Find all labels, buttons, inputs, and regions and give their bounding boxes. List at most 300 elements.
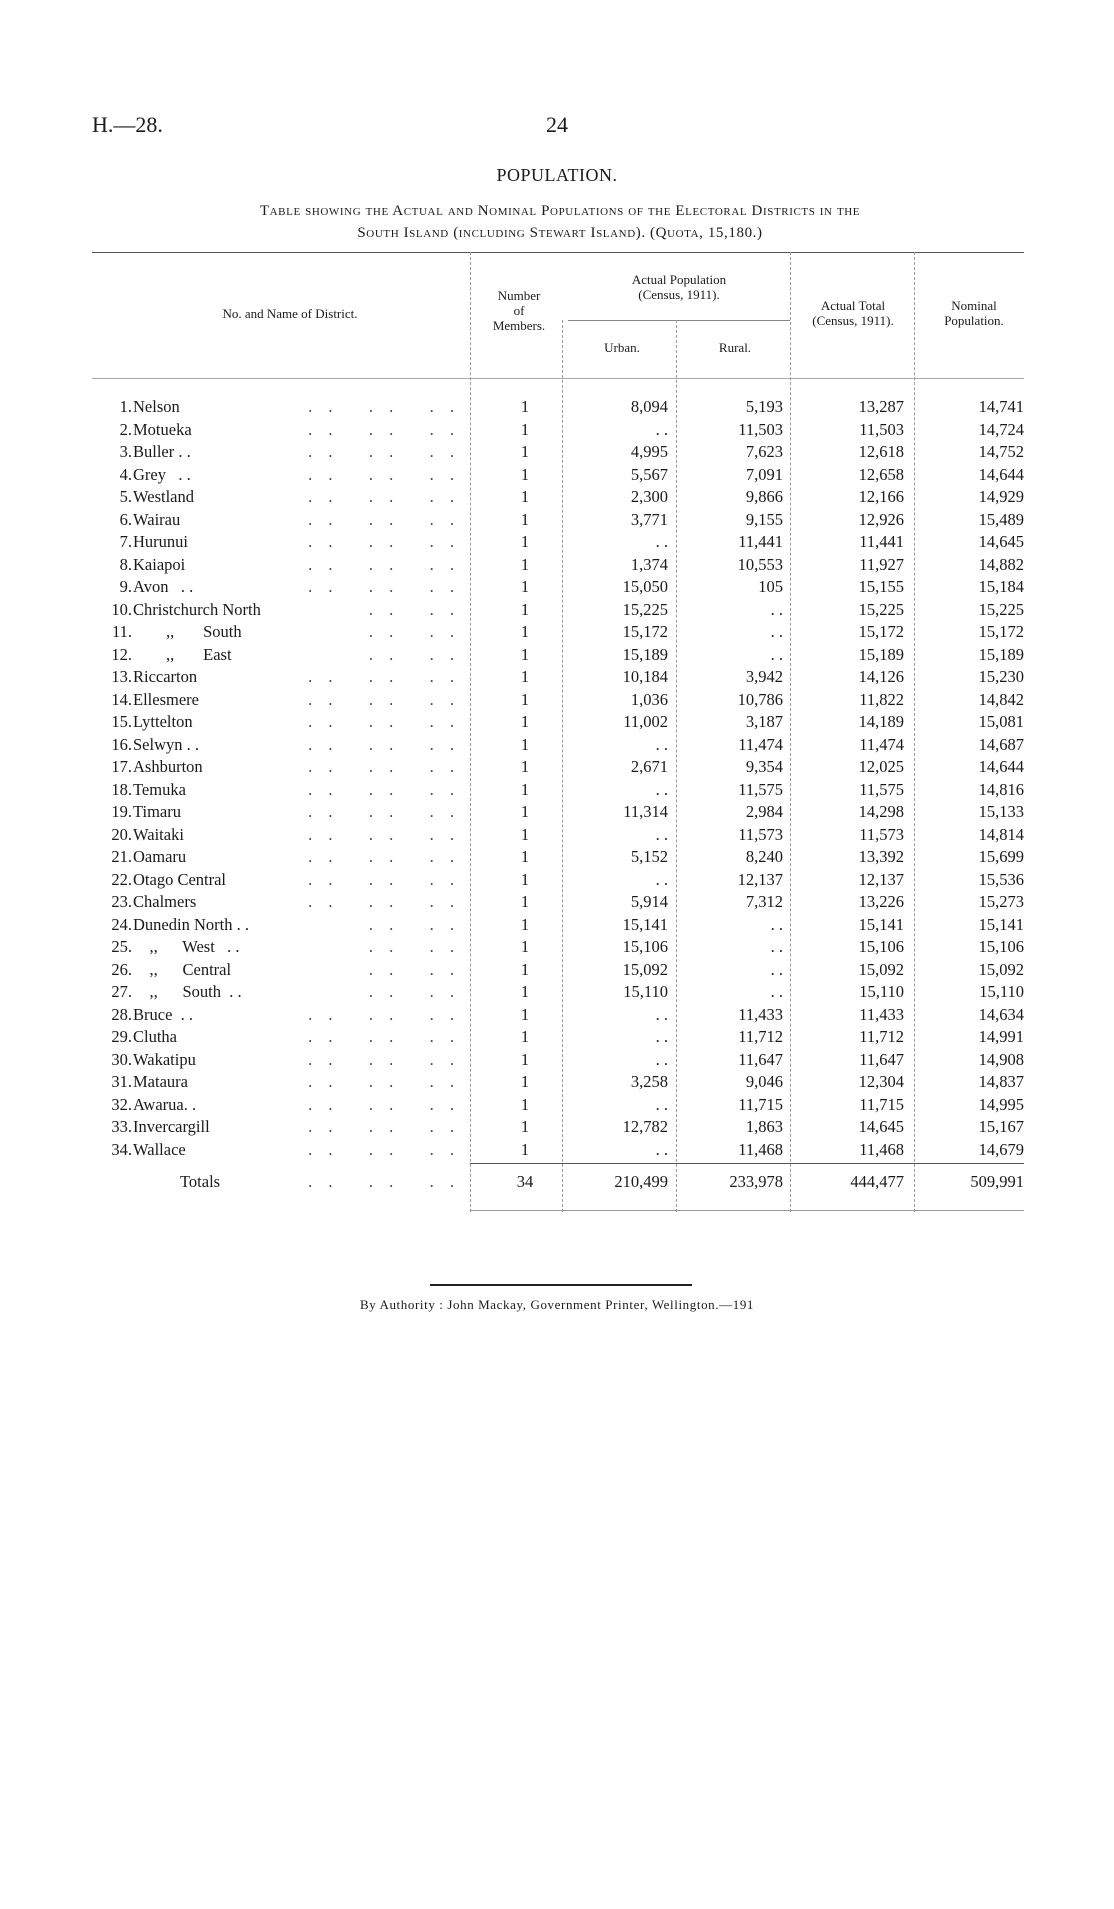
nominal-cell: 15,230 [978, 667, 1024, 686]
leader-dots: . . . . . . [308, 1049, 460, 1069]
district-name: Hurunui [133, 532, 188, 551]
subtitle-line-2: South Island (including Stewart Island). (Quota, 15,180.) [357, 225, 763, 241]
members-cell: 1 [520, 937, 530, 956]
members-cell: 1 [520, 577, 530, 596]
nominal-cell: 14,842 [978, 689, 1024, 709]
actual-total-cell: 12,025 [858, 757, 904, 776]
district-number: 32. [111, 1094, 132, 1114]
actual-total-cell: 15,092 [858, 959, 904, 979]
rural-cell: 3,187 [745, 712, 783, 731]
district-name: Christchurch North [133, 599, 261, 619]
leader-dots: . . . . [368, 622, 460, 641]
table-row [0, 869, 1114, 891]
district-name: Ellesmere [133, 689, 199, 709]
actual-total-cell: 15,106 [858, 937, 904, 956]
district-number: 14. [111, 689, 132, 709]
table-row [0, 441, 1114, 463]
members-cell: 1 [520, 1049, 530, 1069]
actual-total-cell: 11,503 [859, 419, 904, 439]
district-name: Bruce . . [133, 1004, 194, 1024]
actual-total-cell: 11,573 [859, 824, 904, 844]
actual-total-cell: 11,441 [859, 532, 904, 551]
leader-dots: . . . . . . [308, 667, 460, 686]
table-row [0, 509, 1114, 531]
leader-dots: . . . . . . [308, 1139, 460, 1159]
urban-cell: 15,172 [622, 622, 668, 641]
leader-dots: . . . . . . [308, 824, 460, 844]
nominal-population-column-header [918, 298, 1030, 328]
leader-dots: . . . . . . [308, 509, 460, 529]
district-number: 23. [111, 892, 132, 911]
leader-dots: . . . . . . [308, 554, 460, 574]
leader-dots: . . . . . . [308, 892, 460, 911]
footer-rule [430, 1284, 692, 1286]
district-number: 21. [111, 847, 132, 866]
rural-cell: 1,863 [745, 1117, 783, 1136]
totals-top-rule [470, 1163, 1024, 1164]
nominal-cell: 14,995 [978, 1094, 1024, 1114]
table-row [0, 576, 1114, 598]
rural-cell: 105 [758, 577, 783, 596]
actual-total-cell: 14,645 [858, 1117, 904, 1136]
district-name: ,, South [133, 622, 242, 641]
members-cell: 1 [520, 712, 530, 731]
district-name: Nelson [133, 397, 180, 416]
district-name: Dunedin North . . [133, 914, 249, 934]
district-name: Motueka [133, 419, 192, 439]
table-row [0, 1049, 1114, 1071]
table-row [0, 644, 1114, 666]
district-number: 10. [111, 599, 132, 619]
leader-dots: . . . . . . [308, 847, 460, 866]
district-name: Mataura [133, 1072, 188, 1091]
rural-cell: . . [770, 644, 783, 664]
district-name: Avon . . [133, 577, 194, 596]
district-name: ,, South . . [133, 982, 242, 1001]
district-number: 29. [111, 1027, 132, 1046]
members-cell: 1 [520, 959, 530, 979]
leader-dots: . . . . [368, 982, 460, 1001]
district-number: 16. [111, 734, 132, 754]
rural-cell: 11,503 [738, 419, 783, 439]
table-row [0, 419, 1114, 441]
district-name: Otago Central [133, 869, 227, 889]
nominal-cell: 14,679 [978, 1139, 1024, 1159]
nominal-cell: 14,687 [978, 734, 1024, 754]
actual-total-cell: 13,392 [858, 847, 904, 866]
members-cell: 1 [520, 982, 530, 1001]
members-cell: 1 [520, 397, 530, 416]
urban-cell: 15,189 [622, 644, 668, 664]
members-cell: 1 [520, 892, 530, 911]
table-row [0, 959, 1114, 981]
urban-cell: 5,914 [630, 892, 668, 911]
members-cell: 1 [520, 802, 530, 821]
urban-cell: . . [655, 1094, 668, 1114]
leader-dots: . . . . . . [308, 1094, 460, 1114]
rural-cell: 9,354 [745, 757, 783, 776]
urban-cell: 15,050 [622, 577, 668, 596]
members-cell: 1 [520, 509, 530, 529]
table-row [0, 981, 1114, 1003]
actual-total-cell: 13,226 [858, 892, 904, 911]
rural-cell: 10,786 [737, 689, 783, 709]
members-cell: 1 [520, 599, 530, 619]
district-name: Buller . . [133, 442, 191, 461]
actual-total-cell: 12,137 [858, 869, 904, 889]
actual-total-cell: 11,927 [859, 554, 904, 574]
leader-dots: . . . . . . [308, 1072, 460, 1091]
nominal-cell: 14,929 [978, 487, 1024, 506]
district-name: Invercargill [133, 1117, 210, 1136]
actual-total-cell: 15,225 [858, 599, 904, 619]
nominal-cell: 15,225 [978, 599, 1024, 619]
members-cell: 1 [520, 869, 530, 889]
table-row [0, 734, 1114, 756]
rural-cell: . . [770, 622, 783, 641]
urban-cell: . . [655, 869, 668, 889]
actual-total-cell: 14,189 [858, 712, 904, 731]
table-row [0, 396, 1114, 418]
actual-total-cell: 11,715 [859, 1094, 904, 1114]
district-number: 11. [111, 622, 132, 641]
district-number: 31. [111, 1072, 132, 1091]
nominal-cell: 15,489 [978, 509, 1024, 529]
district-name: Clutha [133, 1027, 177, 1046]
actual-total-cell: 15,141 [858, 914, 904, 934]
actual-total-cell: 11,647 [859, 1049, 904, 1069]
nominal-cell: 14,644 [978, 464, 1024, 484]
totals-members: 34 [516, 1172, 534, 1191]
district-number: 28. [111, 1004, 132, 1024]
district-name: Wairau [133, 509, 181, 529]
district-name: ,, Central [133, 959, 232, 979]
rural-cell: 7,091 [745, 464, 783, 484]
table-row [0, 914, 1114, 936]
table-row [0, 464, 1114, 486]
leader-dots: . . . . . . [308, 464, 460, 484]
actual-total-cell: 11,575 [859, 779, 904, 799]
district-number: 30. [111, 1049, 132, 1069]
members-cell: 1 [520, 1117, 530, 1136]
district-number: 33. [111, 1117, 132, 1136]
leader-dots: . . . . [368, 599, 460, 619]
nominal-cell: 14,634 [978, 1004, 1024, 1024]
urban-column-header: Urban. [604, 340, 640, 355]
nominal-cell: 15,081 [978, 712, 1024, 731]
district-name: Awarua. . [133, 1094, 197, 1114]
members-cell: 1 [520, 667, 530, 686]
district-number: 3. [119, 442, 132, 461]
rural-cell: 11,712 [738, 1027, 783, 1046]
leader-dots: . . . . [368, 644, 460, 664]
nominal-cell: 14,837 [978, 1072, 1024, 1091]
members-cell: 1 [520, 532, 530, 551]
table-row [0, 689, 1114, 711]
district-number: 2. [119, 419, 132, 439]
urban-cell: 1,374 [630, 554, 668, 574]
table-row [0, 666, 1114, 688]
leader-dots: . . . . . . [308, 577, 460, 596]
urban-cell: 11,002 [623, 712, 668, 731]
nominal-cell: 14,814 [978, 824, 1024, 844]
nominal-cell: 14,645 [978, 532, 1024, 551]
urban-cell: . . [655, 1004, 668, 1024]
nominal-cell: 15,167 [978, 1117, 1024, 1136]
district-name: Waitaki [133, 824, 184, 844]
rural-cell: 11,573 [738, 824, 783, 844]
leader-dots: . . . . [368, 937, 460, 956]
actual-total-cell: 11,474 [859, 734, 904, 754]
urban-cell: . . [655, 779, 668, 799]
nominal-cell: 15,133 [978, 802, 1024, 821]
district-name: Wakatipu [133, 1049, 196, 1069]
leader-dots: . . . . . . [308, 802, 460, 821]
printer-footer: By Authority : John Mackay, Government Printer, Wellington.—191 [359, 1297, 755, 1312]
nominal-cell: 15,273 [978, 892, 1024, 911]
urban-cell: 4,995 [630, 442, 668, 461]
leader-dots: . . . . . . [308, 442, 460, 461]
urban-cell: 12,782 [622, 1117, 668, 1136]
page-code: H.—28. [92, 112, 163, 137]
rural-cell: 11,468 [738, 1139, 783, 1159]
leader-dots: . . . . . . [308, 689, 460, 709]
district-number: 26. [111, 959, 132, 979]
members-cell: 1 [520, 464, 530, 484]
table-row [0, 846, 1114, 868]
nominal-cell: 14,741 [978, 397, 1024, 416]
table-bottom-rule [470, 1210, 1024, 1211]
rural-cell: 9,155 [745, 509, 783, 529]
total-header-line-1: Actual Total [820, 298, 886, 313]
actual-total-cell: 13,287 [858, 397, 904, 416]
rural-cell: 11,433 [738, 1004, 783, 1024]
members-cell: 1 [520, 824, 530, 844]
nominal-header-line-1: Nominal [951, 298, 997, 313]
table-row [0, 1139, 1114, 1161]
rural-cell: 11,575 [738, 779, 783, 799]
urban-cell: 8,094 [630, 397, 668, 416]
rural-cell: 3,942 [745, 667, 783, 686]
members-cell: 1 [520, 419, 530, 439]
actual-total-cell: 12,658 [858, 464, 904, 484]
nominal-cell: 15,106 [978, 937, 1024, 956]
table-row [0, 711, 1114, 733]
district-name: Riccarton [133, 667, 198, 686]
district-number: 13. [111, 667, 132, 686]
leader-dots: . . . . . . [308, 487, 460, 506]
rural-cell: 7,312 [745, 892, 783, 911]
nominal-cell: 14,991 [978, 1027, 1024, 1046]
district-number: 25. [111, 937, 132, 956]
nominal-cell: 14,908 [978, 1049, 1024, 1069]
urban-cell: 15,141 [622, 914, 668, 934]
district-number: 15. [111, 712, 132, 731]
nominal-cell: 14,816 [978, 779, 1024, 799]
rural-cell: 10,553 [737, 554, 783, 574]
table-subtitle [90, 200, 1030, 244]
district-number: 17. [111, 757, 132, 776]
leader-dots: . . . . [368, 959, 460, 979]
totals-actual-total: 444,477 [850, 1172, 904, 1191]
nominal-cell: 15,172 [978, 622, 1024, 641]
district-column-header: No. and Name of District. [222, 306, 358, 321]
members-cell: 1 [520, 734, 530, 754]
members-cell: 1 [520, 554, 530, 574]
table-row [0, 531, 1114, 553]
leader-dots: . . . . . . [308, 869, 460, 889]
header-bottom-rule [92, 378, 1024, 379]
table-row [0, 599, 1114, 621]
actual-total-cell: 12,304 [858, 1072, 904, 1091]
district-name: ,, West . . [133, 937, 240, 956]
table-row [0, 801, 1114, 823]
nominal-cell: 15,141 [978, 914, 1024, 934]
members-cell: 1 [520, 644, 530, 664]
members-cell: 1 [520, 1094, 530, 1114]
table-row [0, 486, 1114, 508]
nominal-cell: 15,092 [978, 959, 1024, 979]
urban-cell: 2,671 [630, 757, 668, 776]
table-row [0, 1026, 1114, 1048]
members-cell: 1 [520, 914, 530, 934]
rural-cell: 9,046 [745, 1072, 783, 1091]
urban-cell: . . [655, 1049, 668, 1069]
members-cell: 1 [520, 1139, 530, 1159]
leader-dots: . . . . . . [308, 1004, 460, 1024]
members-cell: 1 [520, 1027, 530, 1046]
totals-rural: 233,978 [729, 1172, 783, 1191]
totals-nominal: 509,991 [970, 1172, 1024, 1191]
leader-dots: . . . . [368, 914, 460, 934]
leader-dots: . . . . . . [308, 757, 460, 776]
nominal-cell: 14,882 [978, 554, 1024, 574]
district-name: Ashburton [133, 757, 203, 776]
actual-total-cell: 15,189 [858, 644, 904, 664]
district-name: Oamaru [133, 847, 187, 866]
actual-total-cell: 15,155 [858, 577, 904, 596]
members-cell: 1 [520, 487, 530, 506]
rural-cell: . . [770, 599, 783, 619]
members-header-line-1: Number [497, 288, 541, 303]
table-row [0, 1116, 1114, 1138]
district-number: 8. [119, 554, 132, 574]
district-number: 19. [111, 802, 132, 821]
table-row [0, 756, 1114, 778]
nominal-cell: 14,752 [978, 442, 1024, 461]
leader-dots: . . . . . . [308, 734, 460, 754]
leader-dots: . . . . . . [308, 1027, 460, 1046]
rural-cell: 7,623 [745, 442, 783, 461]
district-name: Wallace [133, 1139, 186, 1159]
urban-cell: . . [655, 532, 668, 551]
district-number: 24. [111, 914, 132, 934]
members-header-line-2: of [513, 303, 525, 318]
district-name: Chalmers [133, 892, 197, 911]
totals-label: Totals [180, 1172, 221, 1191]
table-row [0, 621, 1114, 643]
nominal-header-line-2: Population. [944, 313, 1004, 328]
urban-cell: 5,152 [630, 847, 668, 866]
members-cell: 1 [520, 689, 530, 709]
urban-cell: . . [655, 1027, 668, 1046]
table-row [0, 1094, 1114, 1116]
actual-total-cell: 15,172 [858, 622, 904, 641]
members-column-header [476, 288, 562, 333]
members-cell: 1 [520, 779, 530, 799]
members-cell: 1 [520, 1072, 530, 1091]
leader-dots: . . . . . . [308, 397, 460, 416]
urban-cell: 10,184 [622, 667, 668, 686]
urban-cell: 15,225 [622, 599, 668, 619]
rural-cell: 9,866 [745, 487, 783, 506]
rural-cell: . . [770, 914, 783, 934]
nominal-cell: 15,110 [979, 982, 1024, 1001]
total-header-line-2: (Census, 1911). [812, 313, 894, 328]
page-number: 24 [546, 112, 568, 137]
table-row [0, 1004, 1114, 1026]
rural-cell: 11,715 [738, 1094, 783, 1114]
urban-cell: 15,092 [622, 959, 668, 979]
rural-cell: . . [770, 982, 783, 1001]
page-heading: POPULATION. [496, 165, 618, 185]
members-header-line-3: Members. [492, 318, 546, 333]
district-number: 5. [119, 487, 132, 506]
rural-column-header: Rural. [718, 340, 752, 355]
actual-subheader-rule [568, 320, 790, 321]
members-cell: 1 [520, 622, 530, 641]
actual-total-cell: 14,126 [858, 667, 904, 686]
urban-cell: 15,110 [623, 982, 668, 1001]
urban-cell: 15,106 [622, 937, 668, 956]
district-name: Grey . . [133, 464, 191, 484]
leader-dots: . . . . . . [308, 712, 460, 731]
urban-cell: 5,567 [630, 464, 668, 484]
rural-cell: 2,984 [745, 802, 783, 821]
rural-cell: 5,193 [745, 397, 783, 416]
members-cell: 1 [520, 757, 530, 776]
table-row [0, 554, 1114, 576]
district-name: Timaru [133, 802, 181, 821]
actual-total-cell: 12,618 [858, 442, 904, 461]
district-number: 20. [111, 824, 132, 844]
district-name: Temuka [133, 779, 186, 799]
actual-total-cell: 11,433 [859, 1004, 904, 1024]
table-row [0, 779, 1114, 801]
nominal-cell: 15,699 [978, 847, 1024, 866]
rural-cell: 11,474 [738, 734, 783, 754]
table-row [0, 891, 1114, 913]
rural-cell: . . [770, 937, 783, 956]
district-name: Lyttelton [133, 712, 193, 731]
totals-urban: 210,499 [614, 1172, 668, 1191]
actual-total-cell: 11,822 [859, 689, 904, 709]
district-number: 7. [119, 532, 132, 551]
actual-total-cell: 12,926 [858, 509, 904, 529]
members-cell: 1 [520, 847, 530, 866]
leader-dots: . . . . . . [308, 1117, 460, 1136]
leader-dots: . . . . . . [308, 779, 460, 799]
actual-total-cell: 11,712 [859, 1027, 904, 1046]
actual-total-cell: 15,110 [859, 982, 904, 1001]
members-cell: 1 [520, 442, 530, 461]
actual-total-cell: 12,166 [858, 487, 904, 506]
rural-cell: 11,647 [738, 1049, 783, 1069]
actual-population-header [568, 272, 790, 302]
nominal-cell: 14,644 [978, 757, 1024, 776]
table-row [0, 824, 1114, 846]
district-number: 27. [111, 982, 132, 1001]
